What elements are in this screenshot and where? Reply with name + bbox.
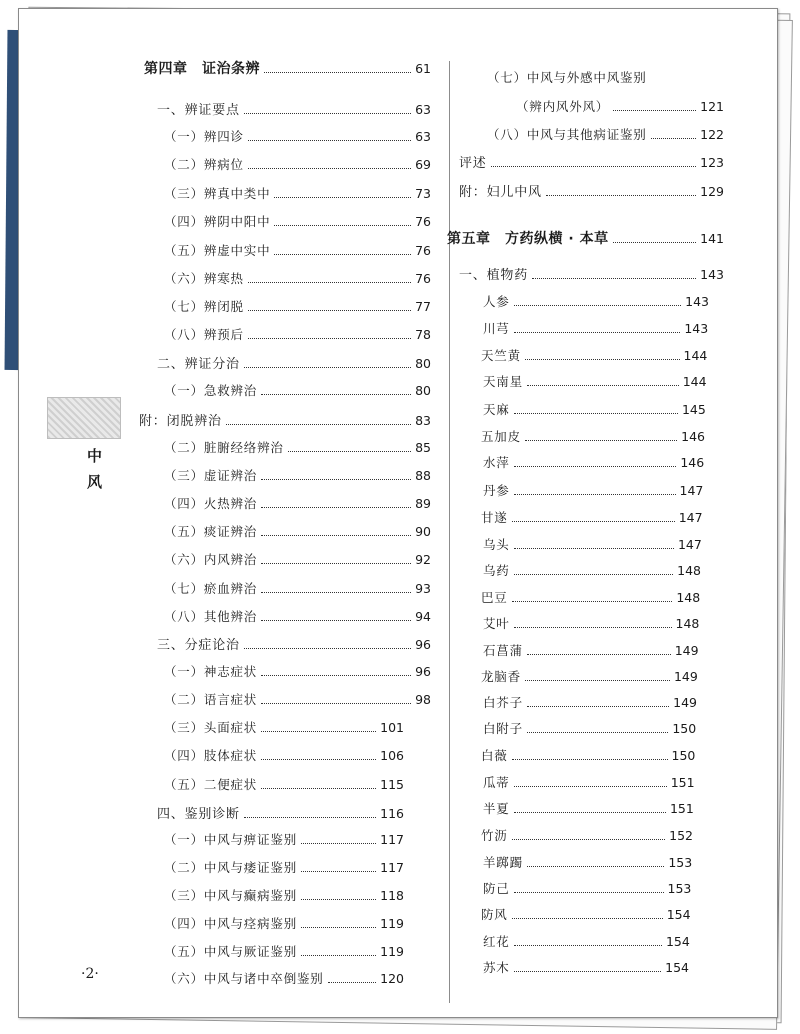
toc-right-entry-title: 石菖蒲 <box>483 643 523 658</box>
toc-left-entry <box>164 269 431 287</box>
toc-right-entry-leader-dots <box>514 547 674 549</box>
toc-left-entry-leader-dots <box>261 393 411 395</box>
toc-right-entry-page-number: 151 <box>670 775 695 790</box>
toc-right-entry-leader-dots <box>514 626 672 628</box>
toc-left-entry-title: （四）肢体症状 <box>164 748 258 763</box>
toc-right-entry-title: 天竺黄 <box>481 348 521 363</box>
toc-right-entry-leader-dots <box>546 194 696 196</box>
toc-left-entry-title: （七）瘀血辨治 <box>164 581 258 596</box>
toc-left-entry <box>164 325 431 343</box>
toc-left-entry-page-number: 76 <box>415 243 431 258</box>
toc-left-entry-page-number: 94 <box>415 609 431 624</box>
toc-right-entry-page-number: 147 <box>678 510 703 525</box>
toc-right-entry-title: （八）中风与其他病证鉴别 <box>487 127 647 142</box>
toc-right-entry-leader-dots <box>514 785 667 787</box>
toc-left-entry-page-number: 119 <box>380 944 404 959</box>
toc-left-entry <box>164 746 404 764</box>
toc-left-entry-leader-dots <box>274 196 411 198</box>
toc-right-entry-page-number: 148 <box>675 616 700 631</box>
toc-left-entry-title: （八）辨预后 <box>164 327 244 342</box>
toc-left-entry-title: （四）中风与痉病鉴别 <box>164 916 298 931</box>
toc-right-entry-leader-dots <box>532 277 696 279</box>
toc-left-entry <box>164 607 431 625</box>
toc-right-entry-leader-dots <box>527 705 669 707</box>
toc-right-entry-page-number: 147 <box>679 483 704 498</box>
toc-left-entry-page-number: 76 <box>415 271 431 286</box>
toc-right-entry-page-number: 143 <box>700 267 724 282</box>
toc-right-entry-title: 乌头 <box>483 537 510 552</box>
toc-left-entry-page-number: 63 <box>415 102 431 117</box>
toc-left-entry-page-number: 76 <box>415 214 431 229</box>
toc-right-entry-title: 羊踯躅 <box>483 855 523 870</box>
toc-left-entry <box>164 550 431 568</box>
toc-left-entry-leader-dots <box>244 647 411 649</box>
toc-right-entry <box>483 958 689 976</box>
toc-left-entry-title: （一）急救辨治 <box>164 383 258 398</box>
toc-left-entry <box>157 353 431 372</box>
toc-right-entry-leader-dots <box>527 731 668 733</box>
toc-right-entry <box>483 641 699 659</box>
toc-left-entry-leader-dots <box>261 730 376 732</box>
toc-left-entry-title: （三）虚证辨治 <box>164 468 258 483</box>
toc-left-entry-page-number: 90 <box>415 524 431 539</box>
toc-left-entry-leader-dots <box>261 534 411 536</box>
toc-right-entry <box>483 372 707 390</box>
toc-left-entry-leader-dots <box>248 281 411 283</box>
side-label-char-2: 风 <box>87 473 103 491</box>
toc-right-entry-title: 第五章 方药纵横 · 本草 <box>447 231 609 247</box>
toc-left-entry <box>164 494 431 512</box>
toc-left-entry-title: （一）中风与痹证鉴别 <box>164 832 298 847</box>
toc-right-entry-title: 龙脑香 <box>481 669 521 684</box>
toc-right-entry-title: 白芥子 <box>483 695 523 710</box>
toc-left-entry-page-number: 116 <box>380 806 404 821</box>
toc-right-entry-title: 半夏 <box>483 801 510 816</box>
toc-left-entry-title: （一）神志症状 <box>164 664 258 679</box>
toc-left-entry-leader-dots <box>261 674 411 676</box>
toc-right-entry-title: 天南星 <box>483 374 523 389</box>
toc-left-entry-page-number: 101 <box>380 720 404 735</box>
toc-right-entry <box>483 773 695 791</box>
toc-right-entry-page-number: 147 <box>677 537 702 552</box>
toc-right-entry-leader-dots <box>512 758 668 760</box>
toc-right-entry-title: （七）中风与外感中风鉴别 <box>487 70 647 85</box>
toc-left-entry-title: 第四章 证治条辨 <box>144 61 260 77</box>
toc-left-entry-page-number: 61 <box>415 61 431 76</box>
toc-right-entry-page-number: 148 <box>676 590 701 605</box>
toc-right-entry-title: （辨内风外风） <box>516 99 610 114</box>
toc-right-entry-leader-dots <box>514 891 664 893</box>
toc-right-entry-leader-dots <box>613 109 696 111</box>
toc-left-entry-page-number: 80 <box>415 356 431 371</box>
toc-right-entry <box>483 614 699 632</box>
toc-right-entry-title: 人参 <box>483 294 510 309</box>
toc-left-entry-page-number: 115 <box>380 777 404 792</box>
toc-left-entry-title: （六）辨寒热 <box>164 271 244 286</box>
toc-left-entry-page-number: 118 <box>380 888 404 903</box>
toc-right-entry <box>447 228 724 248</box>
toc-left-entry-leader-dots <box>248 139 411 141</box>
toc-right-entry-title: 甘遂 <box>481 510 508 525</box>
toc-right-entry-title: 乌药 <box>483 563 510 578</box>
toc-right-entry-leader-dots <box>525 679 670 681</box>
toc-left-entry-title: 四、鉴别诊断 <box>157 807 240 822</box>
toc-left-entry-leader-dots <box>274 224 411 226</box>
toc-right-entry-title: 白薇 <box>481 748 508 763</box>
toc-right-entry-page-number: 154 <box>665 934 690 949</box>
toc-left-entry <box>164 466 431 484</box>
toc-right-entry <box>481 667 698 685</box>
toc-left-entry <box>164 212 431 230</box>
toc-right-entry-title: 防己 <box>483 881 510 896</box>
toc-right-entry-leader-dots <box>512 520 675 522</box>
toc-left-entry-leader-dots <box>301 898 376 900</box>
toc-left-entry-title: （八）其他辨治 <box>164 609 258 624</box>
toc-right-entry-leader-dots <box>514 331 681 333</box>
toc-right-entry-page-number: 153 <box>668 855 693 870</box>
toc-left-entry <box>144 58 431 78</box>
toc-left-entry <box>164 155 431 173</box>
toc-left-entry-title: （五）中风与厥证鉴别 <box>164 944 298 959</box>
toc-right-entry-leader-dots <box>514 412 678 414</box>
toc-left-entry-leader-dots <box>244 816 376 818</box>
toc-left-entry-page-number: 106 <box>380 748 404 763</box>
toc-left-entry-leader-dots <box>264 71 411 73</box>
toc-left-entry-title: 二、辨证分治 <box>157 357 240 372</box>
toc-left-entry <box>164 718 404 736</box>
toc-right-entry-leader-dots <box>512 917 663 919</box>
toc-left-entry <box>139 410 431 429</box>
toc-right-entry-title: 川芎 <box>483 321 510 336</box>
book-page <box>18 8 778 1018</box>
side-label-char-1: 中 <box>87 447 103 465</box>
toc-left-entry <box>164 858 404 876</box>
toc-left-entry <box>164 297 431 315</box>
toc-right-entry <box>459 181 724 200</box>
toc-left-entry-page-number: 89 <box>415 496 431 511</box>
toc-left-entry-page-number: 92 <box>415 552 431 567</box>
toc-right-entry <box>483 719 696 737</box>
toc-left-entry-page-number: 83 <box>415 413 431 428</box>
toc-left-entry-title: （三）中风与癫病鉴别 <box>164 888 298 903</box>
toc-right-entry-page-number: 146 <box>681 429 705 444</box>
toc-left-entry-leader-dots <box>261 591 411 593</box>
toc-right-entry <box>483 879 691 897</box>
toc-right-entry-page-number: 154 <box>665 960 689 975</box>
toc-left-entry-leader-dots <box>248 309 411 311</box>
toc-right-entry-page-number: 154 <box>666 907 691 922</box>
decorative-seal-image <box>47 397 121 439</box>
toc-left-entry-leader-dots <box>328 981 377 983</box>
toc-right-entry-page-number: 150 <box>672 721 697 736</box>
toc-right-entry-page-number: 149 <box>673 695 697 710</box>
toc-right-entry <box>483 853 692 871</box>
toc-right-entry-page-number: 123 <box>700 155 724 170</box>
toc-left-entry-page-number: 77 <box>415 299 431 314</box>
toc-left-entry-page-number: 63 <box>415 129 431 144</box>
toc-right-entry-title: 水萍 <box>483 455 510 470</box>
toc-right-entry <box>483 693 697 711</box>
toc-right-entry-page-number: 152 <box>669 828 693 843</box>
toc-left-entry-title: （二）语言症状 <box>164 692 258 707</box>
toc-right-entry-leader-dots <box>527 653 671 655</box>
toc-right-entry-leader-dots <box>514 573 674 575</box>
toc-left-entry-leader-dots <box>261 758 376 760</box>
toc-right-entry <box>481 427 705 445</box>
column-divider <box>449 61 450 1003</box>
toc-left-entry-leader-dots <box>226 423 411 425</box>
toc-right-entry <box>481 346 707 364</box>
toc-right-entry-leader-dots <box>491 165 697 167</box>
toc-right-entry-page-number: 121 <box>700 99 724 114</box>
toc-right-entry-leader-dots <box>512 838 666 840</box>
toc-right-entry-title: 防风 <box>481 907 508 922</box>
toc-left-entry-leader-dots <box>274 253 411 255</box>
toc-right-entry-title: 艾叶 <box>483 616 510 631</box>
toc-left-entry-leader-dots <box>244 366 411 368</box>
toc-right-entry-page-number: 153 <box>667 881 692 896</box>
toc-left-entry <box>164 241 431 259</box>
toc-left-entry-leader-dots <box>261 702 411 704</box>
toc-left-entry <box>164 942 404 960</box>
toc-right-entry-leader-dots <box>525 358 680 360</box>
toc-left-entry <box>157 634 431 653</box>
toc-left-entry-leader-dots <box>301 954 376 956</box>
toc-right-entry-leader-dots <box>613 241 697 243</box>
toc-left-entry-title: （一）辨四诊 <box>164 129 244 144</box>
toc-right-entry-title: 巴豆 <box>481 590 508 605</box>
toc-right-entry <box>483 400 706 418</box>
toc-right-entry <box>483 453 704 471</box>
toc-left-entry <box>164 184 431 202</box>
toc-left-entry <box>164 381 431 399</box>
toc-right-entry-leader-dots <box>514 304 682 306</box>
toc-left-entry-page-number: 98 <box>415 692 431 707</box>
toc-right-entry-page-number: 122 <box>700 127 724 142</box>
toc-right-entry <box>483 292 709 310</box>
toc-left-entry <box>164 690 431 708</box>
toc-right-entry-leader-dots <box>651 137 697 139</box>
toc-right-entry <box>459 152 724 171</box>
toc-left-entry-page-number: 69 <box>415 157 431 172</box>
toc-left-entry <box>164 886 404 904</box>
toc-right-entry-page-number: 150 <box>671 748 696 763</box>
toc-right-entry-page-number: 129 <box>700 184 724 199</box>
toc-left-entry-page-number: 96 <box>415 637 431 652</box>
toc-left-entry-page-number: 78 <box>415 327 431 342</box>
toc-right-entry-leader-dots <box>527 865 664 867</box>
toc-left-entry <box>157 99 431 118</box>
toc-left-entry <box>164 579 431 597</box>
toc-left-entry-title: （三）头面症状 <box>164 720 258 735</box>
toc-left-entry <box>164 830 404 848</box>
toc-right-entry-title: 红花 <box>483 934 510 949</box>
toc-right-entry-page-number: 143 <box>684 321 709 336</box>
toc-right-entry-title: 白附子 <box>483 721 523 736</box>
toc-right-entry-title: 附：妇儿中风 <box>459 185 542 200</box>
toc-left-entry-page-number: 117 <box>380 860 404 875</box>
toc-left-entry-title: （二）中风与痿证鉴别 <box>164 860 298 875</box>
toc-left-entry <box>164 438 431 456</box>
toc-right-entry-leader-dots <box>651 81 705 82</box>
toc-right-entry <box>481 905 691 923</box>
toc-right-entry-leader-dots <box>514 944 662 946</box>
toc-right-entry-title: 天麻 <box>483 402 510 417</box>
toc-left-entry-leader-dots <box>301 870 376 872</box>
toc-right-entry-title: 评述 <box>459 156 487 171</box>
toc-left-entry-title: （四）辨阴中阳中 <box>164 214 271 229</box>
toc-left-entry-title: （二）脏腑经络辨治 <box>164 440 284 455</box>
toc-right-entry-leader-dots <box>514 465 677 467</box>
toc-right-entry <box>516 97 724 115</box>
toc-left-entry <box>157 803 404 822</box>
toc-left-entry <box>164 969 404 987</box>
toc-right-entry-page-number: 141 <box>700 231 724 246</box>
toc-left-entry-page-number: 85 <box>415 440 431 455</box>
toc-right-entry <box>483 481 703 499</box>
toc-left-entry-title: （四）火热辨治 <box>164 496 258 511</box>
page-number: ·2· <box>81 966 99 982</box>
toc-left-entry-leader-dots <box>301 842 376 844</box>
toc-left-entry-page-number: 120 <box>380 971 404 986</box>
toc-right-entry-title: 苏木 <box>483 960 510 975</box>
toc-left-entry-leader-dots <box>248 167 411 169</box>
toc-left-entry-leader-dots <box>244 112 411 114</box>
toc-right-entry-page-number: 144 <box>683 348 708 363</box>
toc-right-entry-leader-dots <box>514 493 676 495</box>
toc-right-entry-page-number: 148 <box>677 563 701 578</box>
toc-right-entry <box>481 508 703 526</box>
toc-left-entry-leader-dots <box>261 787 376 789</box>
toc-left-entry-leader-dots <box>261 506 411 508</box>
toc-right-entry-page-number: 149 <box>673 669 698 684</box>
toc-right-entry-leader-dots <box>512 600 673 602</box>
toc-left-entry-leader-dots <box>248 337 411 339</box>
toc-left-entry-page-number: 80 <box>415 383 431 398</box>
toc-right-entry <box>487 125 724 143</box>
toc-right-entry-leader-dots <box>514 970 662 972</box>
toc-right-entry <box>487 68 709 86</box>
toc-right-entry <box>483 535 702 553</box>
toc-left-entry-leader-dots <box>261 562 411 564</box>
toc-right-entry-title: 丹参 <box>483 483 510 498</box>
toc-right-entry <box>481 588 700 606</box>
toc-right-entry-page-number: 143 <box>685 294 709 309</box>
toc-right-entry <box>483 561 701 579</box>
toc-left-entry <box>164 662 431 680</box>
toc-left-entry-title: 一、辨证要点 <box>157 103 240 118</box>
toc-left-entry <box>164 775 404 793</box>
toc-right-entry-leader-dots <box>525 439 677 441</box>
toc-left-entry-page-number: 117 <box>380 832 404 847</box>
toc-left-entry-title: 附：闭脱辨治 <box>139 414 222 429</box>
toc-right-entry-title: 五加皮 <box>481 429 521 444</box>
toc-right-entry <box>481 746 695 764</box>
toc-left-entry-title: （七）辨闭脱 <box>164 299 244 314</box>
toc-left-entry-title: （六）内风辨治 <box>164 552 258 567</box>
toc-left-entry <box>164 914 404 932</box>
toc-left-entry-title: （五）二便症状 <box>164 777 258 792</box>
toc-left-entry-page-number: 119 <box>380 916 404 931</box>
toc-left-entry-title: 三、分症论治 <box>157 638 240 653</box>
toc-right-entry <box>483 932 690 950</box>
toc-right-entry-page-number: 145 <box>681 402 706 417</box>
toc-left-entry-leader-dots <box>301 926 376 928</box>
toc-right-entry-leader-dots <box>514 811 666 813</box>
toc-right-entry <box>459 264 724 283</box>
toc-left-entry-page-number: 88 <box>415 468 431 483</box>
toc-right-entry-page-number: 151 <box>669 801 694 816</box>
toc-right-entry-title: 一、植物药 <box>459 268 529 283</box>
toc-left-entry-title: （五）痰证辨治 <box>164 524 258 539</box>
toc-right-entry-page-number: 149 <box>674 643 699 658</box>
toc-right-entry <box>483 319 708 337</box>
toc-left-entry-title: （六）中风与诸中卒倒鉴别 <box>164 971 324 986</box>
toc-right-entry-title: 瓜蒂 <box>483 775 510 790</box>
toc-left-entry-leader-dots <box>261 478 411 480</box>
toc-left-entry-leader-dots <box>288 450 411 452</box>
toc-left-entry <box>164 127 431 145</box>
toc-right-entry <box>481 826 693 844</box>
toc-left-entry-title: （二）辨病位 <box>164 157 244 172</box>
toc-left-entry-page-number: 93 <box>415 581 431 596</box>
toc-left-entry-leader-dots <box>261 619 411 621</box>
toc-right-entry-page-number: 144 <box>682 374 707 389</box>
toc-right-entry-title: 竹沥 <box>481 828 508 843</box>
toc-left-entry <box>164 522 431 540</box>
toc-left-entry-page-number: 73 <box>415 186 431 201</box>
toc-left-entry-title: （五）辨虚中实中 <box>164 243 271 258</box>
toc-right-entry <box>483 799 694 817</box>
toc-left-entry-page-number: 96 <box>415 664 431 679</box>
toc-left-entry-title: （三）辨真中类中 <box>164 186 271 201</box>
toc-right-entry-leader-dots <box>527 384 679 386</box>
toc-right-entry-page-number: 146 <box>680 455 705 470</box>
